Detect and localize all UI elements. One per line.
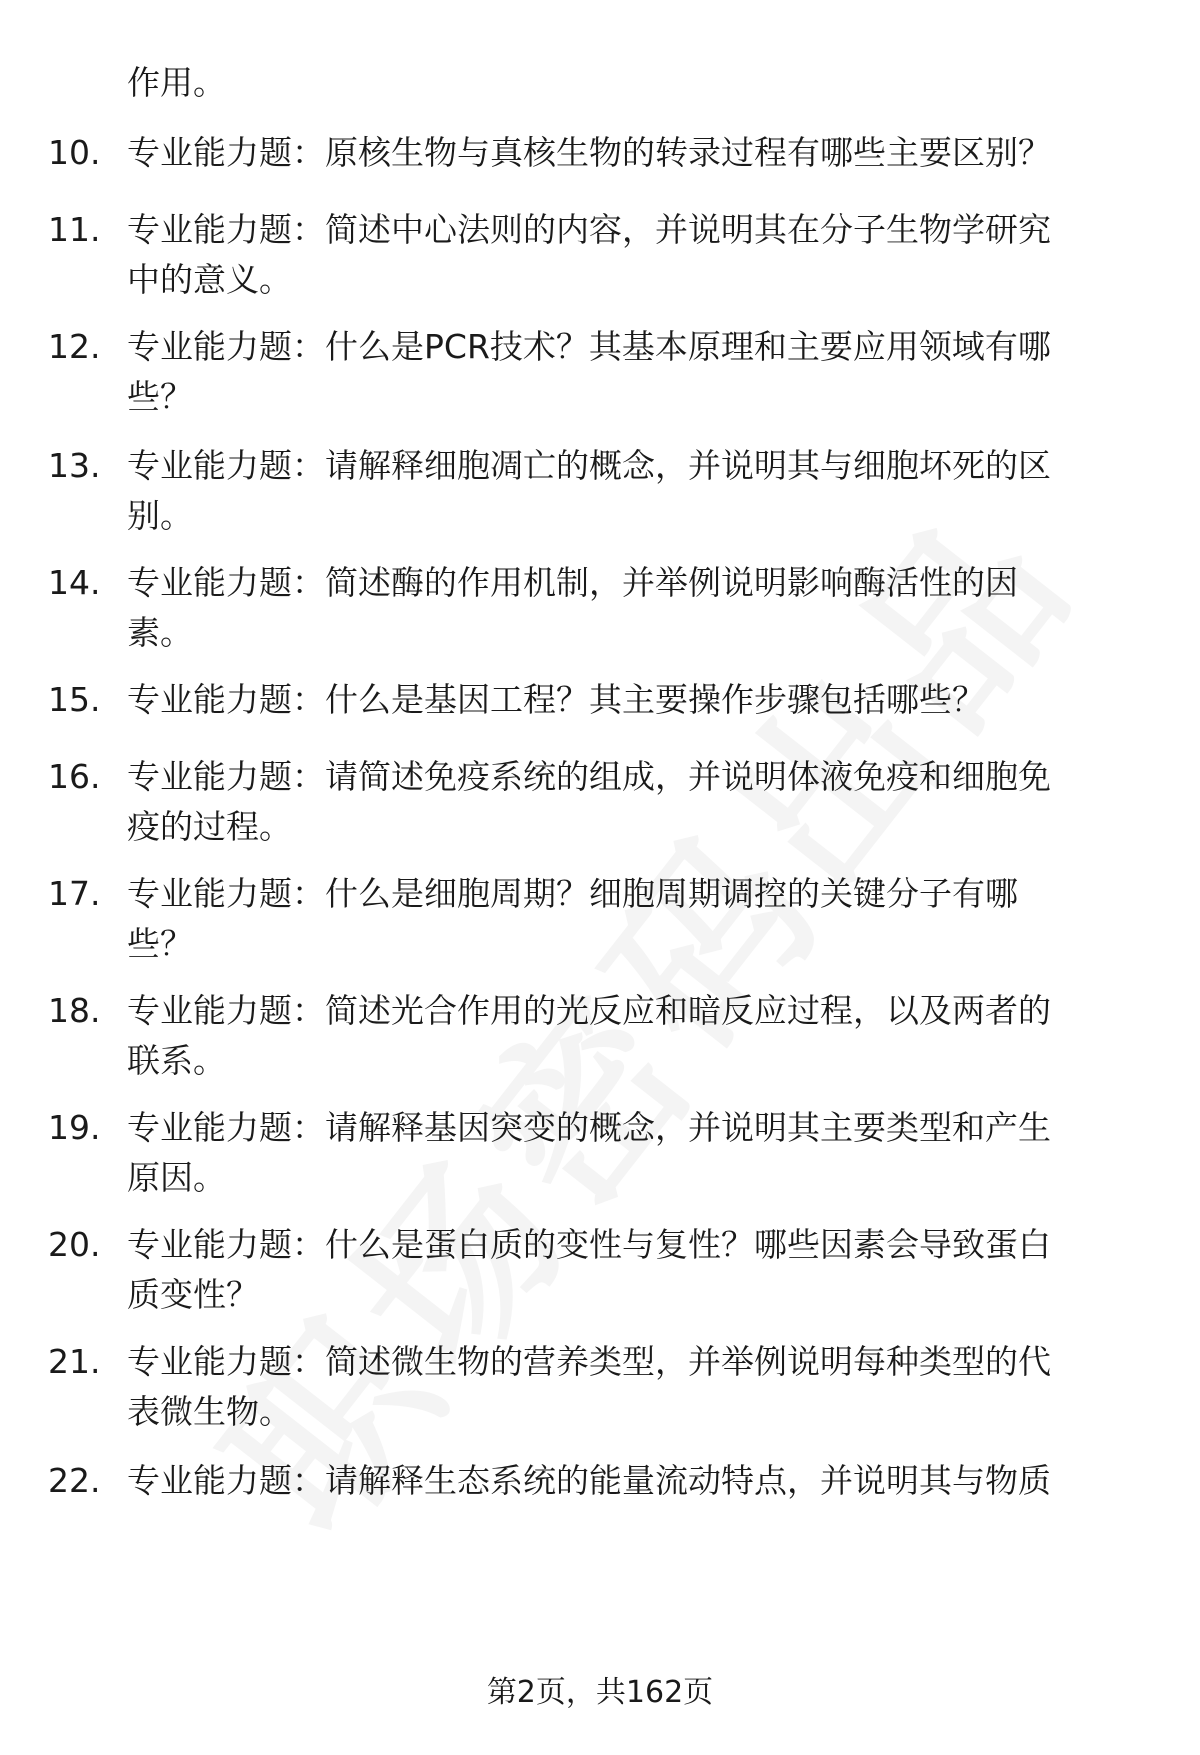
question-text-line: 些？	[127, 377, 193, 416]
question-number: 10.	[48, 133, 101, 172]
question-text-line: 质变性？	[127, 1275, 259, 1314]
question-text-line: 疫的过程。	[127, 807, 292, 846]
question-text	[127, 205, 1147, 305]
question-text-line: 中的意义。	[127, 260, 292, 299]
question-text	[127, 1456, 1147, 1506]
question-text	[127, 558, 1147, 658]
question-text-line: 专业能力题：什么是蛋白质的变性与复性？哪些因素会导致蛋白	[127, 1225, 1051, 1264]
question-text-line: 专业能力题：请解释细胞凋亡的概念，并说明其与细胞坏死的区	[127, 446, 1051, 485]
question-text	[127, 1103, 1147, 1203]
question-text-line: 专业能力题：什么是细胞周期？细胞周期调控的关键分子有哪	[127, 874, 1018, 913]
question-text	[127, 675, 1147, 725]
question-text	[127, 128, 1147, 178]
question-text-line: 表微生物。	[127, 1392, 292, 1431]
question-text-line: 专业能力题：原核生物与真核生物的转录过程有哪些主要区别？	[127, 133, 1051, 172]
question-number: 19.	[48, 1108, 101, 1147]
question-text	[127, 752, 1147, 852]
question-number: 18.	[48, 991, 101, 1030]
question-text	[127, 441, 1147, 541]
question-text	[127, 1337, 1147, 1437]
question-text-line: 原因。	[127, 1158, 226, 1197]
question-text	[127, 322, 1147, 422]
question-text-line: 专业能力题：什么是基因工程？其主要操作步骤包括哪些？	[127, 680, 985, 719]
question-number: 21.	[48, 1342, 101, 1381]
question-number: 16.	[48, 757, 101, 796]
question-text-line: 专业能力题：请简述免疫系统的组成，并说明体液免疫和细胞免	[127, 757, 1051, 796]
question-text-line: 专业能力题：什么是PCR技术？其基本原理和主要应用领域有哪	[127, 327, 1051, 366]
page-footer: 第2页，共162页	[486, 1675, 714, 1710]
question-text-line: 专业能力题：简述光合作用的光反应和暗反应过程，以及两者的	[127, 991, 1051, 1030]
question-text-line: 专业能力题：请解释生态系统的能量流动特点，并说明其与物质	[127, 1461, 1051, 1500]
question-number: 14.	[48, 563, 101, 602]
question-text-line: 专业能力题：简述中心法则的内容，并说明其在分子生物学研究	[127, 210, 1051, 249]
question-text-line: 专业能力题：简述微生物的营养类型，并举例说明每种类型的代	[127, 1342, 1051, 1381]
question-text-line: 素。	[127, 613, 193, 652]
question-number: 20.	[48, 1225, 101, 1264]
question-text-line: 专业能力题：简述酶的作用机制，并举例说明影响酶活性的因	[127, 563, 1018, 602]
question-number: 15.	[48, 680, 101, 719]
continuation-text: 作用。	[127, 63, 226, 102]
question-text	[127, 986, 1147, 1086]
question-number: 11.	[48, 210, 101, 249]
question-text-line: 别。	[127, 496, 193, 535]
question-text	[127, 1220, 1147, 1320]
question-number: 22.	[48, 1461, 101, 1500]
question-text-line: 联系。	[127, 1041, 226, 1080]
question-text	[127, 869, 1147, 969]
question-text-line: 专业能力题：请解释基因突变的概念，并说明其主要类型和产生	[127, 1108, 1051, 1147]
question-number: 13.	[48, 446, 101, 485]
question-number: 12.	[48, 327, 101, 366]
question-text-line: 些？	[127, 924, 193, 963]
question-number: 17.	[48, 874, 101, 913]
